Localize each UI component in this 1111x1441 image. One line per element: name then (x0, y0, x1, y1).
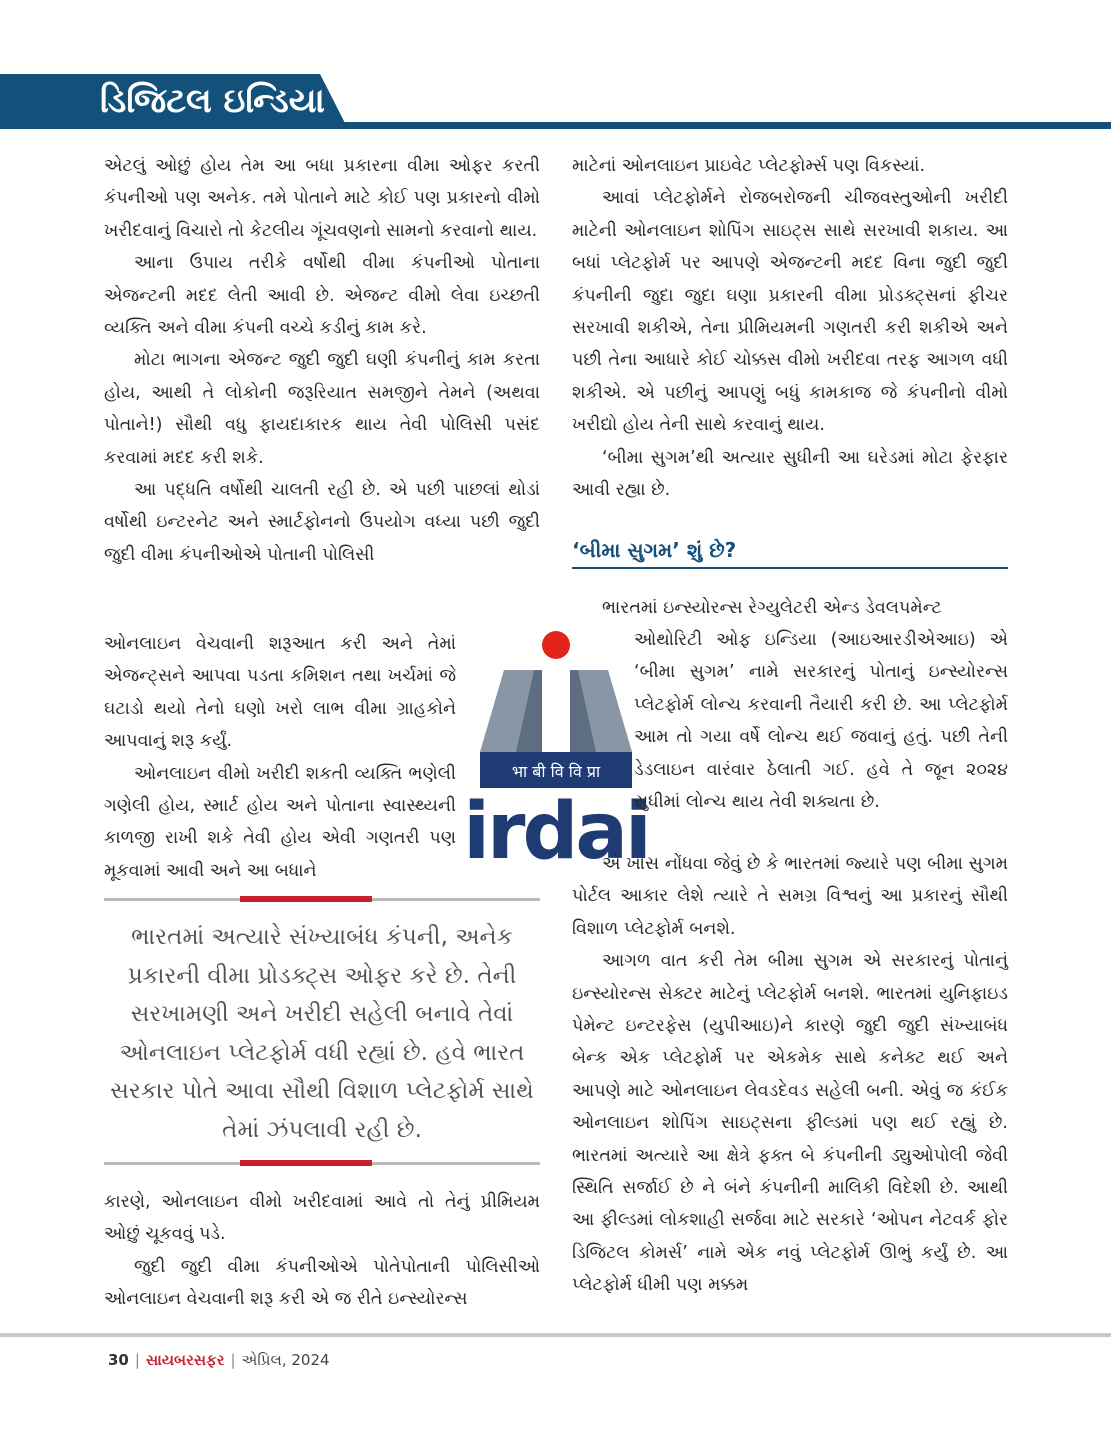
subheading-rule (572, 567, 1008, 569)
right-column-wrapped (634, 624, 1008, 818)
logo-wordmark: irdai (463, 787, 649, 877)
paragraph: કારણે, ઓનલાઇન વીમો ખરીદવામાં આવે તો તેનું પ્રીમિયમ ઓછું ચૂકવવું પડે. (104, 1192, 540, 1245)
left-column-top (104, 150, 540, 571)
page-number: 30 (108, 1351, 129, 1369)
left-column-wrapped (104, 628, 456, 887)
subheading: ‘બીમા સુગમ’ શું છે? (572, 538, 737, 562)
quote-top-accent (240, 896, 372, 902)
quote-bottom-accent (240, 1160, 372, 1166)
footer-rule (0, 1333, 1111, 1337)
footer: 30 | સાયબરસફર | એપ્રિલ, 2024 (108, 1351, 330, 1369)
issue-date: એપ્રિલ, 2024 (241, 1351, 330, 1369)
pull-quote: ભારતમાં અત્યારે સંખ્યાબંધ કંપની, અનેક પ્રકારની વીમા પ્રોડક્ટ્સ ઓફર કરે છે. તેની સરખામણી અને ખરીદી સહેલી બનાવે તેવાં ઓનલાઇન પ્લેટફોર્મ વધી રહ્યાં છે. હવે ભારત સરકાર પોતે આવા સૌથી વિશાળ પ્લેટફોર્મ સાથે તેમાં ઝંપલાવી રહી છે. (110, 924, 534, 1143)
paragraph: જુદી જુદી વીમા કંપનીઓએ પોતેપોતાની પોલિસીઓ ઓનલાઇન વેચવાની શરૂ કરી એ જ રીતે ઇન્સ્યોરન્સ (104, 1256, 540, 1310)
paragraph: આગળ વાત કરી તેમ બીમા સુગમ એ સરકારનું પોતાનું ઇન્સ્યોરન્સ સેક્ટર માટેનું પ્લેટફોર્મ બનશે. ભારતમાં યુનિફાઇડ પેમેન્ટ ઇન્ટરફેસ (યુપીઆઇ)ને કારણે જુદી જુદી સંખ્યાબંધ બેન્ક એક પ્લેટફોર્મ પર એકમેક સાથે કનેક્ટ થઈ અને આપણે માટે ઓનલાઇન લેવડદેવડ સહેલી બની. એવું જ કંઈક ઓનલાઇન શોપિંગ સાઇટ્સના ફીલ્ડમાં પણ થઈ રહ્યું છે. ભારતમાં અત્યારે આ ક્ષેત્રે ફક્ત બે કંપનીની ડ્યુઓપોલી જેવી સ્થિતિ સર્જાઈ છે ને બંને કંપનીની માલિકી વિદેશી છે. આથી આ ફીલ્ડમાં લોકશાહી સર્જવા માટે સરકારે ‘ઓપન નેટવર્ક ફોર ડિજિટલ કોમર્સ’ નામે એક નવું પ્લેટફોર્મ ઊભું કર્યું છે. આ પ્લેટફોર્મ ધીમી પણ મક્કમ (572, 951, 1008, 1296)
paragraph: આના ઉપાય તરીકે વર્ષોથી વીમા કંપનીઓ પોતાના એજન્ટની મદદ લેતી આવી છે. એજન્ટ વીમો લેવા ઇચ્છતી વ્યક્તિ અને વીમા કંપની વચ્ચે કડીનું કામ કરે. (104, 253, 540, 339)
paragraph: ‘બીમા સુગમ’થી અત્યાર સુધીની આ ઘરેડમાં મોટા ફેરફાર આવી રહ્યા છે. (572, 447, 1008, 501)
section-title: ડિજિટલ ઇન્ડિયા (100, 81, 325, 121)
paragraph: એટલું ઓછું હોય તેમ આ બધા પ્રકારના વીમા ઓફર કરતી કંપનીઓ પણ અનેક. તમે પોતાને માટે કોઈ પણ પ્રકારનો વીમો ખરીદવાનું વિચારો તો કેટલીય ગૂંચવણનો સામનો કરવાનો થાય. (104, 156, 540, 241)
paragraph: ઓનલાઇન વેચવાની શરૂઆત કરી અને તેમાં એજન્ટ્સને આપવા પડતા કમિશન તથા ખર્ચમાં જે ઘટાડો થયો તેનો ઘણો ખરો લાભ વીમા ગ્રાહકોને આપવાનું શરૂ કર્યું. (104, 634, 456, 752)
paragraph: એ ખાસ નોંધવા જેવું છે કે ભારતમાં જ્યારે પણ બીમા સુગમ પોર્ટલ આકાર લેશે ત્યારે તે સમગ્ર વિશ્વનું આ પ્રકારનું સૌથી વિશાળ પ્લેટફોર્મ બનશે. (572, 854, 1008, 939)
paragraph: આવાં પ્લેટફોર્મને રોજબરોજની ચીજવસ્તુઓની ખરીદી માટેની ઓનલાઇન શોપિંગ સાઇટ્સ સાથે સરખાવી શકાય. આ બધાં પ્લેટફોર્મ પર આપણે એજન્ટની મદદ વિના જુદી જુદી કંપનીની જુદા જુદા ઘણા પ્રકારની વીમા પ્રોડક્ટ્સનાં ફીચર સરખાવી શકીએ, તેના પ્રીમિયમની ગણતરી કરી શકીએ અને પછી તેના આધારે કોઈ ચોક્કસ વીમો ખરીદવા તરફ આગળ વધી શકીએ. એ પછીનું આપણું બધું કામકાજ જે કંપનીનો વીમો ખરીદ્યો હોય તેની સાથે કરવાનું થાય. (572, 188, 1008, 436)
logo-dot (542, 631, 570, 659)
right-column-bottom (572, 848, 1008, 1302)
logo-pillar (542, 670, 570, 752)
right-column-intro-line (572, 592, 1008, 624)
paragraph: માટેનાં ઓનલાઇન પ્રાઇવેટ પ્લેટફોર્મ્સ પણ વિકસ્યાં. (572, 156, 926, 176)
left-column-bottom (104, 1186, 540, 1316)
paragraph: મોટા ભાગના એજન્ટ જુદી જુદી ઘણી કંપનીનું કામ કરતા હોય, આથી તે લોકોની જરૂરિયાત સમજીને તેમને (અથવા પોતાને!) સૌથી વધુ ફાયદાકારક થાય તેવી પોલિસી પસંદ કરવામાં મદદ કરી શકે. (104, 350, 540, 468)
paragraph: આ પદ્ધતિ વર્ષોથી ચાલતી રહી છે. એ પછી પાછલાં થોડાં વર્ષોથી ઇન્ટરનેટ અને સ્માર્ટફોનનો ઉપયોગ વધ્યા પછી જુદી જુદી વીમા કંપનીઓએ પોતાની પોલિસી (104, 480, 540, 565)
paragraph: ઓથોરિટી ઓફ ઇન્ડિયા (આઇઆરડીએઆઇ) એ ‘બીમા સુગમ’ નામે સરકારનું પોતાનું ઇન્સ્યોરન્સ પ્લેટફોર્મ લોન્ચ કરવાની તૈયારી કરી છે. આ પ્લેટફોર્મ આમ તો ગયા વર્ષે લોન્ચ થઈ જવાનું હતું. પછી તેની ડેડલાઇન વારંવાર ઠેલાતી ગઈ. હવે તે જૂન ૨૦૨૪ સુધીમાં લોન્ચ થાય તેવી શક્યતા છે. (634, 630, 1008, 813)
section-header (0, 74, 1111, 129)
irdai-logo (463, 628, 649, 877)
paragraph: ભારતમાં ઇન્સ્યોરન્સ રેગ્યુલેટરી એન્ડ ડેવલપમેન્ટ (602, 598, 942, 618)
magazine-name: સાયબરસફર (145, 1351, 225, 1369)
right-column-top (572, 150, 1008, 506)
logo-band-text: भा बी वि वि प्रा (511, 762, 601, 781)
paragraph: ઓનલાઇન વીમો ખરીદી શકતી વ્યક્તિ ભણેલી ગણેલી હોય, સ્માર્ટ હોય અને પોતાના સ્વાસ્થ્યની કાળજી રાખી શકે તેવી હોય એવી ગણતરી પણ મૂકવામાં આવી અને આ બધાને (104, 763, 456, 881)
